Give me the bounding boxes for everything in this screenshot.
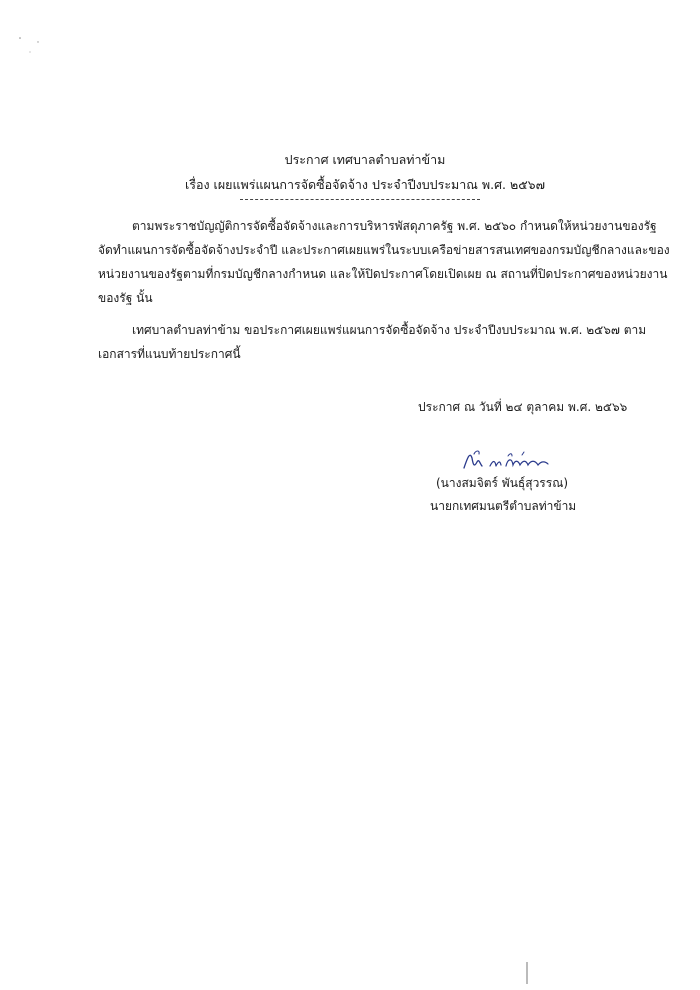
signer-title: นายกเทศมนตรีตำบลท่าข้าม (430, 499, 577, 513)
paragraph-2-line: เทศบาลตำบลท่าข้าม ขอประกาศเผยแพร่แผนการจัดซื้อจัดจ้าง ประจำปีงบประมาณ พ.ศ. ๒๕๖๗ ตาม (132, 323, 647, 337)
paragraph-2 (98, 318, 647, 366)
signer-name: (นางสมจิตร์ พันธุ์สุวรรณ) (436, 476, 569, 490)
handwritten-signature (460, 448, 552, 474)
dashed-divider (240, 199, 480, 200)
announcement-subject: เรื่อง เผยแพร่แผนการจัดซื้อจัดจ้าง ประจำปีงบประมาณ พ.ศ. ๒๕๖๗ (184, 177, 546, 192)
paragraph-1-line: หน่วยงานของรัฐตามที่กรมบัญชีกลางกำหนด และให้ปิดประกาศโดยเปิดเผย ณ สถานที่ปิดประกาศของหน่วยงาน (98, 267, 668, 281)
paragraph-1-line: ของรัฐ นั้น (98, 291, 153, 305)
scan-edge-mark (526, 962, 528, 984)
announcement-date: ประกาศ ณ วันที่ ๒๔ ตุลาคม พ.ศ. ๒๕๖๖ (418, 400, 628, 414)
announcement-title: ประกาศ เทศบาลตำบลท่าข้าม (284, 152, 446, 167)
paragraph-2-line: เอกสารที่แนบท้ายประกาศนี้ (98, 347, 241, 361)
paragraph-1 (98, 214, 670, 310)
paragraph-1-line: จัดทำแผนการจัดซื้อจัดจ้างประจำปี และประกาศเผยแพร่ในระบบเครือข่ายสารสนเทศของกรมบัญชีกลางและของ (98, 243, 670, 257)
paragraph-1-line: ตามพระราชบัญญัติการจัดซื้อจัดจ้างและการบริหารพัสดุภาครัฐ พ.ศ. ๒๕๖๐ กำหนดให้หน่วยงานของรัฐ (132, 219, 657, 233)
